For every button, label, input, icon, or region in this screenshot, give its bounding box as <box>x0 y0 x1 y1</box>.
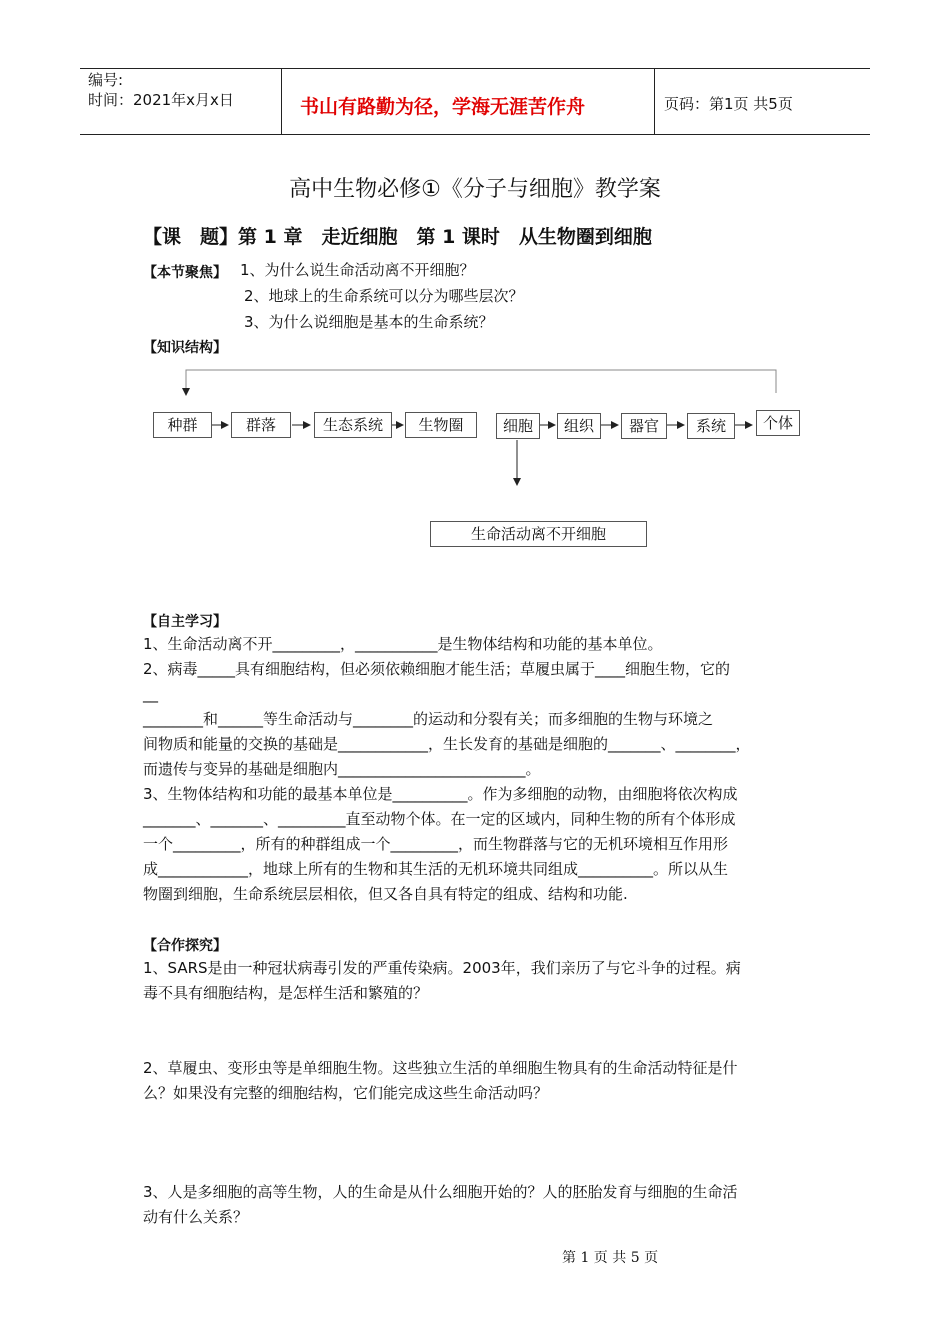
self-study-line-11: 物圈到细胞，生命系统层层相依，但又各自具有特定的组成、结构和功能. <box>143 885 628 903</box>
focus-item-1: 1、为什么说生命活动离不开细胞？ <box>240 261 475 279</box>
node-community: 群落 <box>231 412 291 438</box>
self-study-label: 【自主学习】 <box>143 614 227 630</box>
self-study-line-9: 一个_________，所有的种群组成一个_________，而生物群落与它的无机环境相互作用形 <box>143 835 729 853</box>
document-title: 高中生物必修①《分子与细胞》教学案 <box>289 177 661 202</box>
node-biosphere: 生物圈 <box>405 412 477 438</box>
lesson-title: 【课 题】第 1 章 走近细胞 第 1 课时 从生物圈到细胞 <box>143 226 652 248</box>
focus-item-2: 2、地球上的生命系统可以分为哪些层次？ <box>244 287 524 305</box>
cooperation-q2-line-1: 2、草履虫、变形虫等是单细胞生物。这些独立生活的单细胞生物具有的生命活动特征是什 <box>143 1059 738 1077</box>
structure-label: 【知识结构】 <box>143 340 227 356</box>
motto: 书山有路勤为径，学海无涯苦作舟 <box>300 96 586 118</box>
focus-item-3: 3、为什么说细胞是基本的生命系统？ <box>244 313 494 331</box>
cooperation-q1-line-2: 毒不具有细胞结构，是怎样生活和繁殖的？ <box>143 984 429 1002</box>
structure-connectors <box>0 0 950 560</box>
cooperation-q2-line-2: 么？如果没有完整的细胞结构，它们能完成这些生命活动吗？ <box>143 1084 549 1102</box>
cooperation-q1-line-1: 1、SARS是由一种冠状病毒引发的严重传染病。2003年，我们亲历了与它斗争的过程。病 <box>143 959 741 977</box>
self-study-line-5: 间物质和能量的交换的基础是____________，生长发育的基础是细胞的_______、________， <box>143 735 751 753</box>
node-system: 系统 <box>687 413 735 439</box>
node-ecosystem: 生态系统 <box>314 412 392 438</box>
focus-label: 【本节聚焦】 <box>143 265 227 281</box>
self-study-line-2: 2、病毒_____具有细胞结构，但必须依赖细胞才能生活；草履虫属于____细胞生物，它的 <box>143 660 731 678</box>
self-study-line-10: 成____________，地球上所有的生物和其生活的无机环境共同组成__________。所以从生 <box>143 860 729 878</box>
self-study-line-7: 3、生物体结构和功能的最基本单位是__________。作为多细胞的动物，由细胞将依次构成 <box>143 785 738 803</box>
self-study-line-4: ________和______等生命活动与________的运动和分裂有关；而多细胞的生物与环境之 <box>143 710 714 728</box>
node-organ: 器官 <box>621 413 667 439</box>
page-info: 页码：第1页 共5页 <box>664 95 793 113</box>
serial-label: 编号: <box>88 71 124 89</box>
node-individual: 个体 <box>756 410 800 436</box>
node-cell: 细胞 <box>496 413 540 439</box>
cooperation-q3-line-1: 3、人是多细胞的高等生物，人的生命是从什么细胞开始的？人的胚胎发育与细胞的生命活 <box>143 1183 738 1201</box>
self-study-line-8: _______、_______、_________直至动物个体。在一定的区域内，同种生物的所有个体形成 <box>143 810 736 828</box>
node-population: 种群 <box>153 412 212 438</box>
cooperation-q3-line-2: 动有什么关系？ <box>143 1208 249 1226</box>
cooperation-label: 【合作探究】 <box>143 938 227 954</box>
self-study-line-6: 而遗传与变异的基础是细胞内_________________________。 <box>143 760 541 778</box>
self-study-line-1: 1、生命活动离不开_________，___________是生物体结构和功能的基本单位。 <box>143 635 663 653</box>
node-tissue: 组织 <box>557 413 601 439</box>
node-conclusion: 生命活动离不开细胞 <box>430 521 647 547</box>
self-study-line-3: __ <box>143 685 158 703</box>
page-footer: 第 1 页 共 5 页 <box>562 1250 659 1266</box>
time-label: 时间：2021年x月x日 <box>88 91 234 109</box>
